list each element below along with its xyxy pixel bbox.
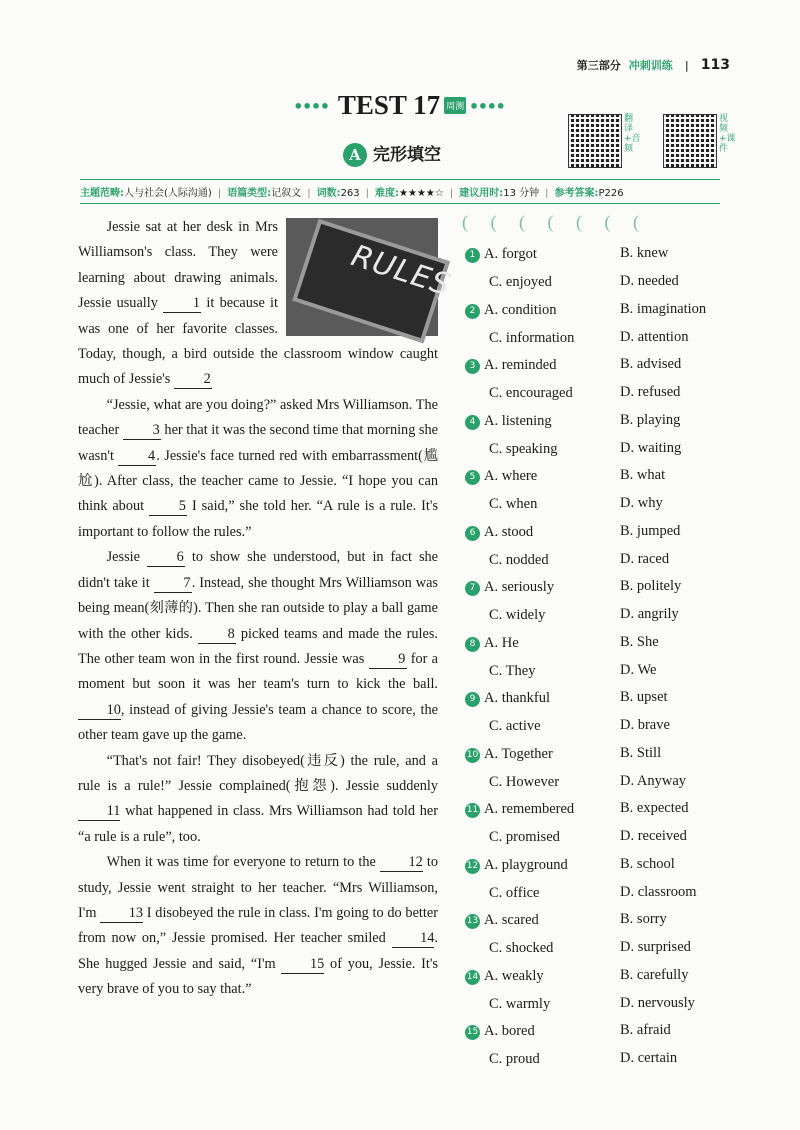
passage <box>78 215 456 1003</box>
option-d[interactable]: D. attention <box>620 328 689 345</box>
blank-14[interactable]: 14 <box>392 929 435 948</box>
option-a[interactable]: A. stood <box>484 523 534 540</box>
option-b[interactable]: B. expected <box>620 800 689 816</box>
qr-code-video[interactable] <box>663 114 717 168</box>
question-13 <box>465 909 735 965</box>
page-header: 第三部分 冲刺训练 | 113 <box>576 57 730 73</box>
option-c[interactable]: C. information <box>489 329 575 346</box>
question-12 <box>465 854 735 910</box>
question-number: 11 <box>465 803 480 818</box>
question-5 <box>465 465 735 521</box>
info-key: 建议用时: <box>459 188 504 199</box>
info-value: ★★★★☆ <box>399 188 444 199</box>
question-4 <box>465 410 735 466</box>
blank-4[interactable]: 4 <box>118 447 156 466</box>
option-a[interactable]: A. reminded <box>484 357 557 373</box>
option-d[interactable]: D. needed <box>620 273 679 289</box>
info-value: 人与社会(人际沟通) <box>124 188 212 199</box>
passage-paragraph: “Jessie, what are you doing?” asked Mrs Williamson. The teacher 3 her that it was the second time that morning she wasn't 4. Jessie's face turned red with embarrassment(尴尬). After class, the teacher came to Jessie. “I hope you can think about 5 I said,” she told her. “A rule is a rule. It's important to follow the rules.” <box>78 396 439 540</box>
section-letter: A <box>343 143 367 167</box>
info-value: P226 <box>598 188 624 199</box>
option-b[interactable]: B. knew <box>620 245 669 261</box>
question-number: 1 <box>465 248 480 263</box>
question-number: 7 <box>465 581 480 596</box>
question-7 <box>465 576 735 632</box>
question-number: 3 <box>465 359 480 374</box>
option-b[interactable]: B. carefully <box>620 966 689 983</box>
blank-6[interactable]: 6 <box>147 548 185 567</box>
question-3 <box>465 354 735 410</box>
title-tag: 周测 <box>444 97 466 114</box>
info-key: 主题范畴: <box>80 188 124 199</box>
question-number: 4 <box>465 415 480 430</box>
blank-3[interactable]: 3 <box>123 421 161 440</box>
passage-paragraph: Jessie 6 to show she understood, but in fact she didn't take it 7. Instead, she thought Mrs Williamson was being mean(刻薄的). Then she ran outside to play a ball game with the other kids. 8 picked teams and made the rules. The other team won in the first round. Jessie was 9 for a moment but soon it was her team's turn to kick the ball. 10, instead of giving Jessie's team a chance to score, the other team gave up the game. <box>78 549 438 744</box>
option-d[interactable]: D. nervously <box>620 994 695 1011</box>
option-c[interactable]: C. when <box>489 496 538 512</box>
option-b[interactable]: B. advised <box>620 356 682 372</box>
option-c[interactable]: C. shocked <box>489 940 554 956</box>
option-b[interactable]: B. imagination <box>620 300 707 317</box>
option-b[interactable]: B. playing <box>620 411 681 428</box>
blank-2[interactable]: 2 <box>174 370 212 389</box>
info-bar: 主题范畴:人与社会(人际沟通) | 语篇类型:记叙文 | 词数:263 | 难度:★★★★☆ | 建议用时:13 分钟 | 参考答案:P226 <box>80 179 720 204</box>
test-title <box>270 90 530 121</box>
option-c[interactable]: C. office <box>489 884 540 901</box>
option-c[interactable]: C. However <box>489 773 560 790</box>
question-10 <box>465 743 735 799</box>
question-15 <box>465 1020 735 1076</box>
option-c[interactable]: C. active <box>489 718 541 734</box>
part-label: 第三部分 <box>576 59 621 72</box>
option-d[interactable]: D. surprised <box>620 939 691 955</box>
option-a[interactable]: A. bored <box>484 1023 535 1039</box>
option-a[interactable]: A. where <box>484 468 538 484</box>
blank-1[interactable]: 1 <box>163 294 201 313</box>
option-d[interactable]: D. refused <box>620 384 681 400</box>
option-a[interactable]: A. scared <box>484 912 539 928</box>
title-text: TEST 17 <box>337 90 441 120</box>
option-a[interactable]: A. condition <box>484 301 557 318</box>
option-c[interactable]: C. They <box>489 662 536 679</box>
blank-7[interactable]: 7 <box>154 574 192 593</box>
question-number: 14 <box>465 970 480 985</box>
qr-code-translation[interactable] <box>568 114 622 168</box>
option-a[interactable]: A. weakly <box>484 967 544 984</box>
options-column <box>465 243 735 1076</box>
option-a[interactable]: A. playground <box>484 856 568 873</box>
option-a[interactable]: A. forgot <box>484 246 537 262</box>
option-d[interactable]: D. classroom <box>620 883 697 900</box>
option-a[interactable]: A. listening <box>484 412 552 429</box>
section-label: 冲刺训练 <box>628 59 673 72</box>
question-number: 12 <box>465 859 480 874</box>
question-number: 6 <box>465 526 480 541</box>
page-number: 113 <box>700 57 730 73</box>
option-b[interactable]: B. Still <box>620 744 662 761</box>
info-key: 难度: <box>375 188 400 199</box>
question-number: 5 <box>465 470 480 485</box>
dots-right: ●●●● <box>470 97 506 113</box>
option-a[interactable]: A. remembered <box>484 801 575 817</box>
blank-15[interactable]: 15 <box>281 955 324 974</box>
option-a[interactable]: A. He <box>484 634 519 651</box>
option-d[interactable]: D. certain <box>620 1050 678 1066</box>
passage-paragraph: “That's not fair! They disobeyed(违反) the rule, and a rule is a rule!” Jessie complained(抱怨). Jessie suddenly 11 what happened in class. Mrs Williamson had told her “a rule is a rule”, too. <box>78 752 438 845</box>
question-2 <box>465 299 735 355</box>
info-value: 记叙文 <box>271 188 302 199</box>
qr-label-translation: 翻译+音频 <box>624 114 641 154</box>
rules-image-text: RULES <box>347 238 456 304</box>
question-14 <box>465 965 735 1021</box>
option-c[interactable]: C. speaking <box>489 440 558 457</box>
option-c[interactable]: C. encouraged <box>489 385 573 401</box>
dots-left: ●●●● <box>294 97 330 113</box>
option-b[interactable]: B. politely <box>620 578 682 594</box>
option-c[interactable]: C. promised <box>489 829 560 845</box>
section-name: 完形填空 <box>373 145 441 165</box>
option-c[interactable]: C. nodded <box>489 551 549 568</box>
info-value: 13 分钟 <box>503 188 540 199</box>
info-key: 参考答案: <box>554 188 599 199</box>
option-d[interactable]: D. waiting <box>620 439 682 456</box>
blank-9[interactable]: 9 <box>369 650 407 669</box>
rules-image <box>286 218 456 336</box>
section-heading <box>343 140 441 167</box>
option-a[interactable]: A. Together <box>484 745 553 762</box>
info-key: 语篇类型: <box>227 188 272 199</box>
qr-label-video: 视频+课件 <box>719 114 736 154</box>
question-number: 10 <box>465 748 480 763</box>
question-number: 2 <box>465 304 480 319</box>
question-number: 8 <box>465 637 480 652</box>
question-8 <box>465 632 735 688</box>
passage-paragraph: RULES Jessie sat at her desk in Mrs Williamson's class. They were learning about drawing animals. Jessie usually 1 it because it was one of her favorite classes. Today, though, a bird outside the classroom window caught much of Jessie's 2 <box>78 219 456 388</box>
option-d[interactable]: D. why <box>620 495 663 511</box>
info-key: 词数: <box>316 188 341 199</box>
option-b[interactable]: B. upset <box>620 689 668 705</box>
question-9 <box>465 687 735 743</box>
option-c[interactable]: C. proud <box>489 1051 540 1067</box>
decorative-marks: ( ( ( ( ( ( ( <box>462 212 648 232</box>
option-a[interactable]: A. seriously <box>484 579 555 595</box>
question-6 <box>465 521 735 577</box>
passage-paragraph: When it was time for everyone to return to the 12 to study, Jessie went straight to her teacher. “Mrs Williamson, I'm 13 I disobeyed the rule in class. I'm going to do better from now on,” Jessie promised. Her teacher smiled 14. She hugged Jessie and said, “I'm 15 of you, Jessie. It's very brave of you to say that.” <box>78 854 439 998</box>
option-d[interactable]: D. Anyway <box>620 772 687 789</box>
question-1 <box>465 243 735 299</box>
option-c[interactable]: C. widely <box>489 607 546 623</box>
blank-13[interactable]: 13 <box>100 904 143 923</box>
option-d[interactable]: D. brave <box>620 717 670 733</box>
option-b[interactable]: B. She <box>620 633 659 650</box>
blank-5[interactable]: 5 <box>149 497 187 516</box>
question-number: 9 <box>465 692 480 707</box>
option-b[interactable]: B. afraid <box>620 1022 671 1038</box>
blank-12[interactable]: 12 <box>380 853 423 872</box>
option-d[interactable]: D. received <box>620 828 687 844</box>
option-d[interactable]: D. We <box>620 661 657 678</box>
blank-11[interactable]: 11 <box>78 802 120 821</box>
question-number: 15 <box>465 1025 480 1040</box>
question-number: 13 <box>465 914 480 929</box>
question-11 <box>465 798 735 854</box>
option-b[interactable]: B. school <box>620 855 675 872</box>
info-value: 263 <box>340 188 360 199</box>
option-b[interactable]: B. what <box>620 467 666 483</box>
option-c[interactable]: C. warmly <box>489 995 551 1012</box>
option-a[interactable]: A. thankful <box>484 690 551 706</box>
option-c[interactable]: C. enjoyed <box>489 274 552 290</box>
option-d[interactable]: D. raced <box>620 550 670 567</box>
option-b[interactable]: B. jumped <box>620 522 681 539</box>
option-d[interactable]: D. angrily <box>620 606 679 622</box>
option-b[interactable]: B. sorry <box>620 911 667 927</box>
blank-10[interactable]: 10 <box>78 701 121 720</box>
blank-8[interactable]: 8 <box>198 625 236 644</box>
